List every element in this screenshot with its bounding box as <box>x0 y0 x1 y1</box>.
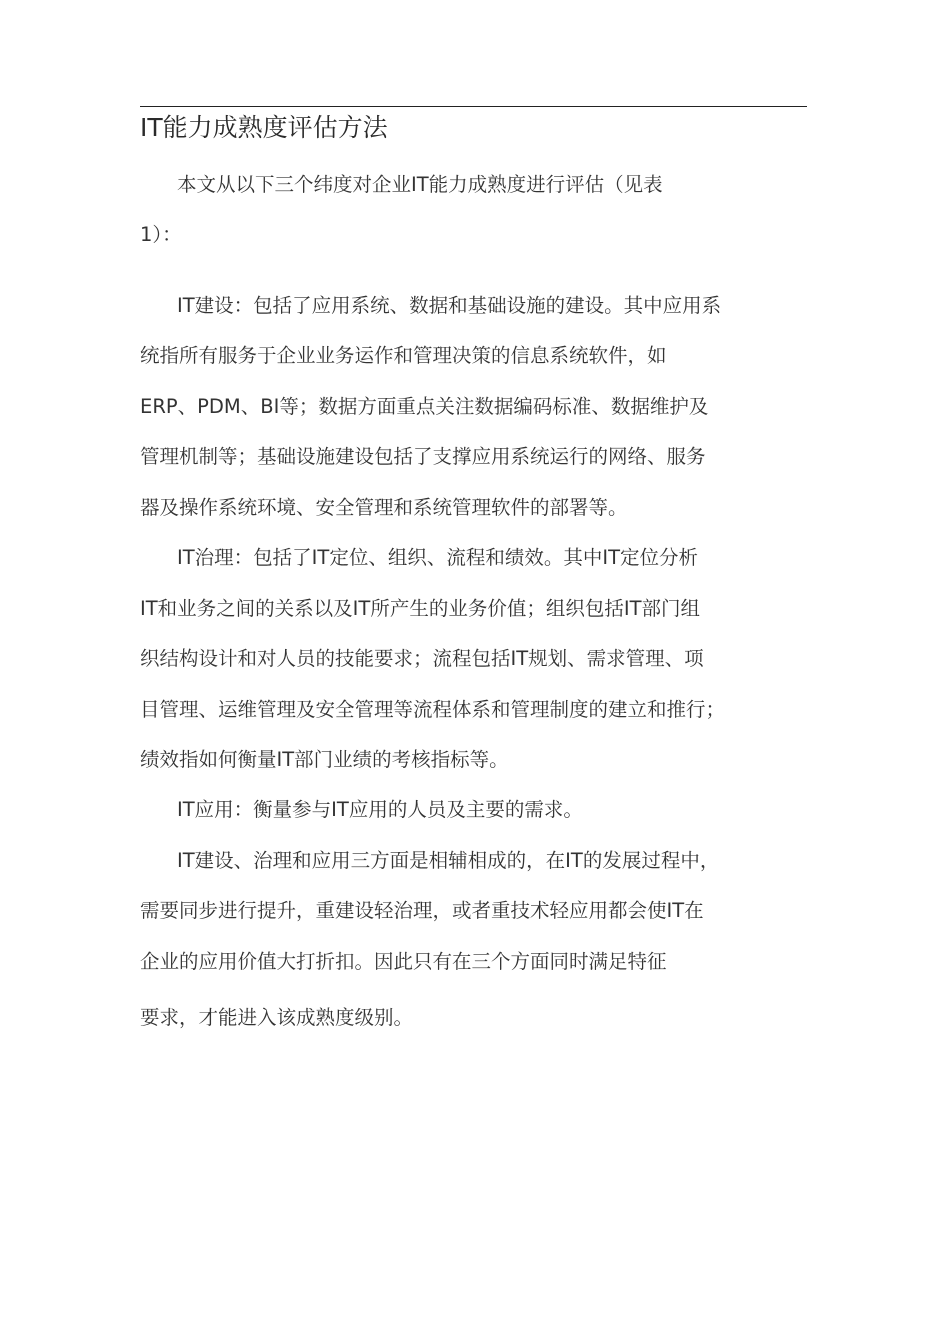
paragraph-line: 目管理、运维管理及安全管理等流程体系和管理制度的建立和推行； <box>140 698 726 721</box>
paragraph-line: IT治理：包括了IT定位、组织、流程和绩效。其中IT定位分析 <box>177 546 698 569</box>
paragraph-line: 器及操作系统环境、安全管理和系统管理软件的部署等。 <box>140 496 628 519</box>
paragraph-line: 要求，才能进入该成熟度级别。 <box>140 1006 414 1029</box>
paragraph-line: 绩效指如何衡量IT部门业绩的考核指标等。 <box>140 748 509 771</box>
paragraph-line: IT建设、治理和应用三方面是相辅相成的，在IT的发展过程中， <box>177 849 720 872</box>
paragraph-line: IT应用：衡量参与IT应用的人员及主要的需求。 <box>177 798 583 821</box>
paragraph-line: 织结构设计和对人员的技能要求；流程包括IT规划、需求管理、项 <box>140 647 704 670</box>
paragraph-line: IT建设：包括了应用系统、数据和基础设施的建设。其中应用系 <box>177 294 722 317</box>
paragraph-line: 统指所有服务于企业业务运作和管理决策的信息系统软件，如 <box>140 344 667 367</box>
document-title: IT能力成熟度评估方法 <box>140 113 388 142</box>
paragraph-line: 本文从以下三个纬度对企业IT能力成熟度进行评估（见表 <box>177 173 663 196</box>
paragraph-line: IT和业务之间的关系以及IT所产生的业务价值；组织包括IT部门组 <box>140 597 700 620</box>
paragraph-line: ERP、PDM、BI等；数据方面重点关注数据编码标准、数据维护及 <box>140 395 709 418</box>
paragraph-line: 1）： <box>140 223 182 246</box>
paragraph-line: 管理机制等；基础设施建设包括了支撑应用系统运行的网络、服务 <box>140 445 706 468</box>
paragraph-line: 企业的应用价值大打折扣。因此只有在三个方面同时满足特征 <box>140 950 667 973</box>
header-rule <box>140 106 807 107</box>
paragraph-line: 需要同步进行提升，重建设轻治理，或者重技术轻应用都会使IT在 <box>140 899 704 922</box>
